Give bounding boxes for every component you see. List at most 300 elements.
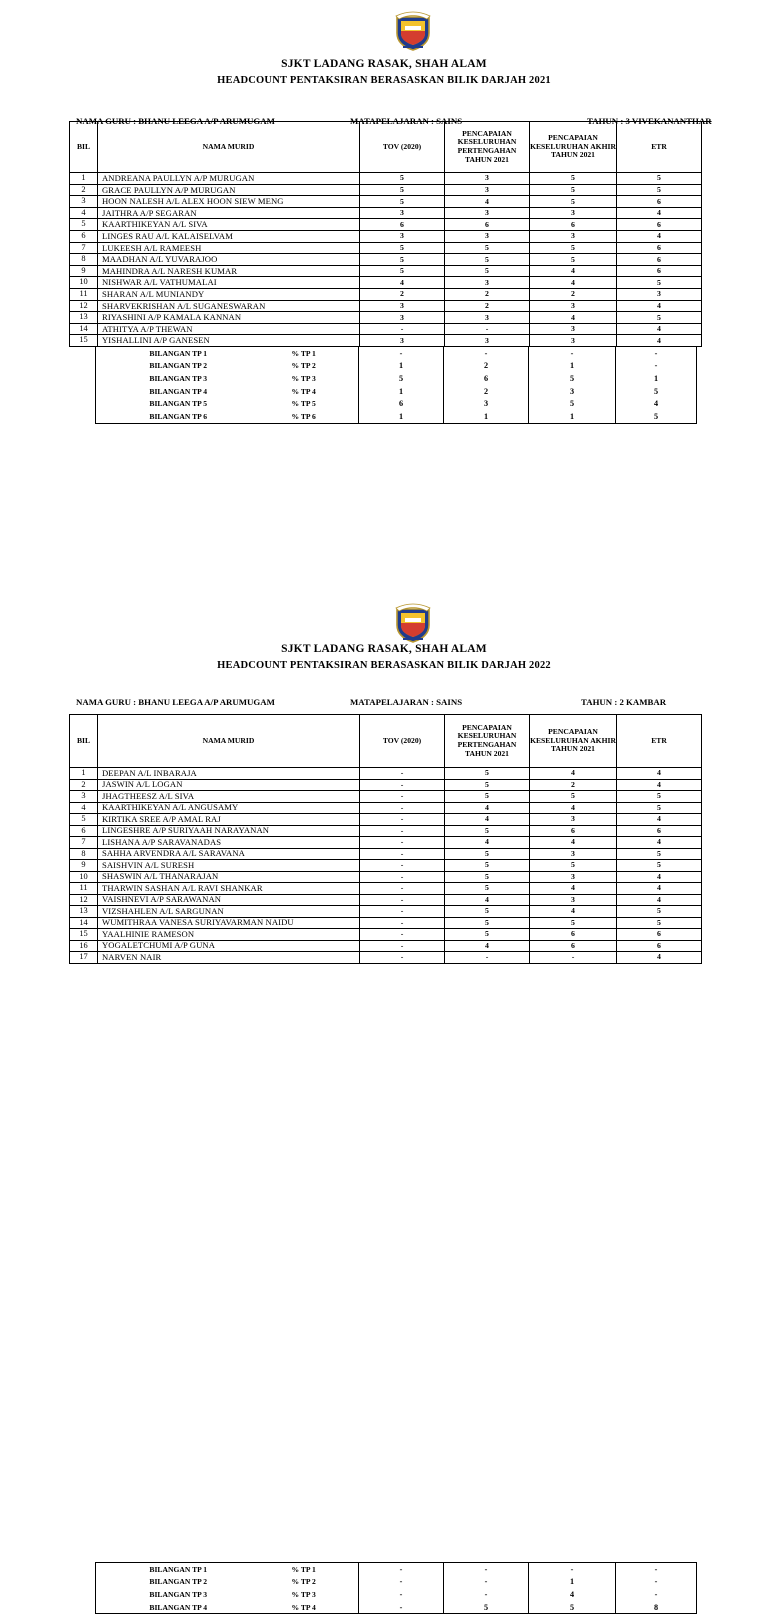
student-name-cell: SHARAN A/L MUNIANDY (98, 288, 360, 300)
tov-cell: 5 (360, 173, 445, 185)
mid-year-cell: 4 (445, 894, 530, 906)
student-name-cell: LINGESHRE A/P SURIYAAH NARAYANAN (98, 825, 360, 837)
summary-mid-year: - (444, 1563, 529, 1576)
bil-cell: 3 (70, 791, 98, 803)
etr-cell: 5 (617, 802, 702, 814)
tov-cell: - (360, 871, 445, 883)
header-etr: ETR (617, 122, 702, 173)
mid-year-cell: 2 (445, 288, 530, 300)
summary-tov: 5 (359, 372, 444, 385)
mid-year-cell: 5 (445, 791, 530, 803)
student-name-cell: LUKEESH A/L RAMEESH (98, 242, 360, 254)
bil-cell: 14 (70, 917, 98, 929)
etr-cell: 6 (617, 196, 702, 208)
summary-end-year: - (529, 347, 616, 360)
summary-tov: 6 (359, 397, 444, 410)
summary-mid-year: 2 (444, 360, 529, 373)
mid-year-cell: 5 (445, 779, 530, 791)
etr-cell: 5 (617, 860, 702, 872)
student-name-cell: KIRTIKA SREE A/P AMAL RAJ (98, 814, 360, 826)
summary-etr: 1 (616, 372, 697, 385)
summary-etr: - (616, 347, 697, 360)
bil-cell: 5 (70, 219, 98, 231)
end-year-cell: 3 (530, 335, 617, 347)
end-year-cell: 4 (530, 883, 617, 895)
student-row (70, 814, 702, 826)
summary-mid-year: - (444, 347, 529, 360)
student-row (70, 825, 702, 837)
etr-cell: 6 (617, 219, 702, 231)
end-year-cell: 4 (530, 906, 617, 918)
class-year-label: TAHUN : 3 VIVEKANANTHAR (587, 116, 712, 126)
summary-row (96, 347, 697, 360)
student-row (70, 768, 702, 780)
student-row (70, 254, 702, 266)
summary-tov: 1 (359, 410, 444, 423)
etr-cell: 4 (617, 230, 702, 242)
header-nama-murid: NAMA MURID (98, 122, 360, 173)
bil-cell: 6 (70, 230, 98, 242)
tov-cell: 5 (360, 265, 445, 277)
tov-cell: 6 (360, 219, 445, 231)
mid-year-cell: 3 (445, 230, 530, 242)
mid-year-cell: 3 (445, 184, 530, 196)
etr-cell: 5 (617, 184, 702, 196)
summary-row (96, 372, 697, 385)
summary-etr: 4 (616, 397, 697, 410)
summary-tov: 1 (359, 360, 444, 373)
student-row (70, 207, 702, 219)
summary-end-year: 5 (529, 1601, 616, 1614)
end-year-cell: 3 (530, 894, 617, 906)
mid-year-cell: 5 (445, 906, 530, 918)
mid-year-cell: 4 (445, 837, 530, 849)
header-bil: BIL (70, 715, 98, 768)
student-name-cell: SHASWIN A/L THANARAJAN (98, 871, 360, 883)
bil-cell: 17 (70, 952, 98, 964)
end-year-cell: 3 (530, 230, 617, 242)
end-year-cell: 6 (530, 940, 617, 952)
tov-cell: - (360, 894, 445, 906)
etr-cell: 4 (617, 883, 702, 895)
end-year-cell: 4 (530, 277, 617, 289)
end-year-cell: 4 (530, 265, 617, 277)
school-crest-logo (394, 9, 432, 51)
summary-end-year: 1 (529, 1576, 616, 1589)
summary-etr: - (616, 1563, 697, 1576)
header-tov: TOV (2020) (360, 122, 445, 173)
summary-tov: - (359, 1601, 444, 1614)
student-name-cell: MAHINDRA A/L NARESH KUMAR (98, 265, 360, 277)
summary-mid-year: 1 (444, 410, 529, 423)
header-pertengahan: PENCAPAIAN KESELURUHAN PERTENGAHAN TAHUN 2021 (445, 122, 530, 173)
student-table (69, 121, 702, 347)
header-nama-murid: NAMA MURID (98, 715, 360, 768)
tov-cell: 3 (360, 312, 445, 324)
end-year-cell: 5 (530, 196, 617, 208)
tov-cell: - (360, 952, 445, 964)
teacher-name: NAMA GURU : BHANU LEEGA A/P ARUMUGAM (76, 116, 275, 126)
student-name-cell: YAALHINIE RAMESON (98, 929, 360, 941)
bil-cell: 4 (70, 802, 98, 814)
summary-percent-label: % TP 1 (261, 347, 359, 360)
student-name-cell: JHAGTHEESZ A/L SIVA (98, 791, 360, 803)
bil-cell: 15 (70, 335, 98, 347)
bil-cell: 14 (70, 323, 98, 335)
student-row (70, 173, 702, 185)
teacher-name: NAMA GURU : BHANU LEEGA A/P ARUMUGAM (76, 697, 275, 707)
summary-tov: - (359, 1588, 444, 1601)
etr-cell: 4 (617, 837, 702, 849)
student-row (70, 196, 702, 208)
end-year-cell: 3 (530, 207, 617, 219)
mid-year-cell: 3 (445, 173, 530, 185)
student-row (70, 265, 702, 277)
class-year-label: TAHUN : 2 KAMBAR (581, 697, 667, 707)
report-title: HEADCOUNT PENTAKSIRAN BERASASKAN BILIK DARJAH 2021 (217, 75, 551, 86)
bil-cell: 11 (70, 288, 98, 300)
tov-cell: - (360, 802, 445, 814)
summary-percent-label: % TP 4 (261, 1601, 359, 1614)
mid-year-cell: 5 (445, 242, 530, 254)
summary-tov: - (359, 1576, 444, 1589)
summary-row (96, 360, 697, 373)
end-year-cell: 5 (530, 254, 617, 266)
summary-row (96, 410, 697, 423)
etr-cell: 6 (617, 254, 702, 266)
student-name-cell: SAHHA ARVENDRA A/L SARAVANA (98, 848, 360, 860)
student-name-cell: GRACE PAULLYN A/P MURUGAN (98, 184, 360, 196)
tov-cell: - (360, 779, 445, 791)
tov-cell: - (360, 906, 445, 918)
mid-year-cell: 5 (445, 825, 530, 837)
student-name-cell: JASWIN A/L LOGAN (98, 779, 360, 791)
etr-cell: 4 (617, 952, 702, 964)
end-year-cell: 4 (530, 768, 617, 780)
student-row (70, 184, 702, 196)
end-year-cell: 3 (530, 848, 617, 860)
bil-cell: 10 (70, 277, 98, 289)
etr-cell: 5 (617, 791, 702, 803)
summary-table (95, 1562, 697, 1614)
bil-cell: 1 (70, 768, 98, 780)
bil-cell: 13 (70, 312, 98, 324)
end-year-cell: 3 (530, 300, 617, 312)
student-row (70, 779, 702, 791)
student-name-cell: VIZSHAHLEN A/L SARGUNAN (98, 906, 360, 918)
etr-cell: 4 (617, 335, 702, 347)
etr-cell: 5 (617, 848, 702, 860)
student-row (70, 312, 702, 324)
mid-year-cell: 5 (445, 883, 530, 895)
summary-end-year: 3 (529, 385, 616, 398)
tov-cell: - (360, 768, 445, 780)
etr-cell: 6 (617, 825, 702, 837)
end-year-cell: 4 (530, 312, 617, 324)
tov-cell: 3 (360, 335, 445, 347)
bil-cell: 8 (70, 254, 98, 266)
summary-percent-label: % TP 2 (261, 360, 359, 373)
summary-tov: - (359, 347, 444, 360)
etr-cell: 4 (617, 814, 702, 826)
summary-row (96, 1576, 697, 1589)
student-name-cell: THARWIN SASHAN A/L RAVI SHANKAR (98, 883, 360, 895)
end-year-cell: 3 (530, 323, 617, 335)
student-name-cell: NISHWAR A/L VATHUMALAI (98, 277, 360, 289)
etr-cell: 6 (617, 940, 702, 952)
end-year-cell: 6 (530, 825, 617, 837)
header-tov: TOV (2020) (360, 715, 445, 768)
tov-cell: - (360, 791, 445, 803)
etr-cell: 5 (617, 312, 702, 324)
bil-cell: 11 (70, 883, 98, 895)
student-row (70, 288, 702, 300)
tov-cell: - (360, 825, 445, 837)
summary-mid-year: - (444, 1576, 529, 1589)
tov-cell: - (360, 848, 445, 860)
student-name-cell: MAADHAN A/L YUVARAJOO (98, 254, 360, 266)
tov-cell: 5 (360, 196, 445, 208)
summary-label: BILANGAN TP 6 (96, 410, 261, 423)
etr-cell: 3 (617, 288, 702, 300)
report-title: HEADCOUNT PENTAKSIRAN BERASASKAN BILIK DARJAH 2022 (217, 660, 551, 671)
mid-year-cell: 3 (445, 335, 530, 347)
summary-tov: - (359, 1563, 444, 1576)
summary-row (96, 1563, 697, 1576)
student-row (70, 277, 702, 289)
student-row (70, 883, 702, 895)
summary-mid-year: 3 (444, 397, 529, 410)
summary-etr: 5 (616, 385, 697, 398)
tov-cell: - (360, 814, 445, 826)
etr-cell: 4 (617, 779, 702, 791)
tov-cell: 3 (360, 230, 445, 242)
tov-cell: 3 (360, 300, 445, 312)
student-name-cell: YISHALLINI A/P GANESEN (98, 335, 360, 347)
summary-mid-year: - (444, 1588, 529, 1601)
mid-year-cell: 5 (445, 265, 530, 277)
tov-cell: 3 (360, 207, 445, 219)
tov-cell: - (360, 883, 445, 895)
bil-cell: 2 (70, 184, 98, 196)
summary-etr: 8 (616, 1601, 697, 1614)
student-row (70, 242, 702, 254)
summary-end-year: 4 (529, 1588, 616, 1601)
summary-label: BILANGAN TP 4 (96, 1601, 261, 1614)
student-name-cell: WUMITHRAA VANESA SURIYAVARMAN NAIDU (98, 917, 360, 929)
school-crest-logo (394, 601, 432, 643)
etr-cell: 5 (617, 277, 702, 289)
tov-cell: 4 (360, 277, 445, 289)
school-name: SJKT LADANG RASAK, SHAH ALAM (281, 643, 487, 655)
bil-cell: 1 (70, 173, 98, 185)
summary-end-year: - (529, 1563, 616, 1576)
tov-cell: - (360, 917, 445, 929)
end-year-cell: - (530, 952, 617, 964)
etr-cell: 4 (617, 768, 702, 780)
tov-cell: 5 (360, 254, 445, 266)
summary-label: BILANGAN TP 3 (96, 1588, 261, 1601)
summary-label: BILANGAN TP 3 (96, 372, 261, 385)
student-row (70, 906, 702, 918)
bil-cell: 8 (70, 848, 98, 860)
summary-label: BILANGAN TP 1 (96, 1563, 261, 1576)
bil-cell: 15 (70, 929, 98, 941)
summary-percent-label: % TP 6 (261, 410, 359, 423)
summary-table (95, 346, 697, 424)
school-name: SJKT LADANG RASAK, SHAH ALAM (281, 58, 487, 70)
summary-row (96, 397, 697, 410)
mid-year-cell: 3 (445, 312, 530, 324)
etr-cell: 6 (617, 242, 702, 254)
summary-percent-label: % TP 3 (261, 1588, 359, 1601)
mid-year-cell: 3 (445, 277, 530, 289)
mid-year-cell: 5 (445, 848, 530, 860)
bil-cell: 2 (70, 779, 98, 791)
student-row (70, 802, 702, 814)
etr-cell: 5 (617, 906, 702, 918)
header-akhir: PENCAPAIAN KESELURUHAN AKHIR TAHUN 2021 (530, 122, 617, 173)
student-row (70, 791, 702, 803)
bil-cell: 3 (70, 196, 98, 208)
end-year-cell: 5 (530, 791, 617, 803)
student-row (70, 323, 702, 335)
etr-cell: 5 (617, 173, 702, 185)
student-name-cell: LISHANA A/P SARAVANADAS (98, 837, 360, 849)
header-etr: ETR (617, 715, 702, 768)
student-name-cell: VAISHNEVI A/P SARAWANAN (98, 894, 360, 906)
summary-row (96, 385, 697, 398)
end-year-cell: 5 (530, 242, 617, 254)
summary-etr: - (616, 1588, 697, 1601)
student-name-cell: SHARVEKRISHAN A/L SUGANESWARAN (98, 300, 360, 312)
end-year-cell: 5 (530, 860, 617, 872)
summary-tov: 1 (359, 385, 444, 398)
mid-year-cell: 5 (445, 929, 530, 941)
mid-year-cell: 5 (445, 860, 530, 872)
summary-end-year: 1 (529, 410, 616, 423)
summary-row (96, 1601, 697, 1614)
etr-cell: 4 (617, 894, 702, 906)
mid-year-cell: 5 (445, 254, 530, 266)
student-name-cell: ATHITYA A/P THEWAN (98, 323, 360, 335)
end-year-cell: 2 (530, 779, 617, 791)
etr-cell: 4 (617, 871, 702, 883)
summary-label: BILANGAN TP 2 (96, 360, 261, 373)
etr-cell: 4 (617, 207, 702, 219)
mid-year-cell: 2 (445, 300, 530, 312)
header-pertengahan: PENCAPAIAN KESELURUHAN PERTENGAHAN TAHUN 2021 (445, 715, 530, 768)
bil-cell: 5 (70, 814, 98, 826)
mid-year-cell: - (445, 323, 530, 335)
summary-label: BILANGAN TP 2 (96, 1576, 261, 1589)
summary-percent-label: % TP 4 (261, 385, 359, 398)
header-akhir: PENCAPAIAN KESELURUHAN AKHIR TAHUN 2021 (530, 715, 617, 768)
summary-end-year: 1 (529, 360, 616, 373)
bil-cell: 7 (70, 242, 98, 254)
student-row (70, 871, 702, 883)
student-name-cell: SAISHVIN A/L SURESH (98, 860, 360, 872)
summary-etr: - (616, 1576, 697, 1589)
summary-label: BILANGAN TP 5 (96, 397, 261, 410)
end-year-cell: 6 (530, 219, 617, 231)
bil-cell: 12 (70, 894, 98, 906)
subject-label: MATAPELAJARAN : SAINS (350, 697, 463, 707)
summary-etr: - (616, 360, 697, 373)
tov-cell: - (360, 837, 445, 849)
mid-year-cell: 4 (445, 814, 530, 826)
mid-year-cell: 5 (445, 917, 530, 929)
mid-year-cell: 3 (445, 207, 530, 219)
student-row (70, 894, 702, 906)
bil-cell: 10 (70, 871, 98, 883)
mid-year-cell: 4 (445, 802, 530, 814)
bil-cell: 9 (70, 265, 98, 277)
student-row (70, 929, 702, 941)
tov-cell: - (360, 323, 445, 335)
tov-cell: - (360, 929, 445, 941)
etr-cell: 4 (617, 323, 702, 335)
student-name-cell: KAARTHIKEYAN A/L SIVA (98, 219, 360, 231)
summary-mid-year: 2 (444, 385, 529, 398)
tov-cell: - (360, 940, 445, 952)
report-2021 (0, 0, 768, 450)
summary-end-year: 5 (529, 372, 616, 385)
summary-percent-label: % TP 1 (261, 1563, 359, 1576)
summary-mid-year: 6 (444, 372, 529, 385)
bil-cell: 12 (70, 300, 98, 312)
student-name-cell: DEEPAN A/L INBARAJA (98, 768, 360, 780)
end-year-cell: 4 (530, 802, 617, 814)
tov-cell: 5 (360, 184, 445, 196)
student-row (70, 837, 702, 849)
student-name-cell: YOGALETCHUMI A/P GUNA (98, 940, 360, 952)
summary-percent-label: % TP 5 (261, 397, 359, 410)
end-year-cell: 5 (530, 917, 617, 929)
student-name-cell: ANDREANA PAULLYN A/P MURUGAN (98, 173, 360, 185)
mid-year-cell: 5 (445, 768, 530, 780)
student-row (70, 230, 702, 242)
summary-mid-year: 5 (444, 1601, 529, 1614)
student-table (69, 714, 702, 964)
student-row (70, 300, 702, 312)
etr-cell: 6 (617, 929, 702, 941)
mid-year-cell: 4 (445, 196, 530, 208)
end-year-cell: 5 (530, 184, 617, 196)
bil-cell: 7 (70, 837, 98, 849)
etr-cell: 5 (617, 917, 702, 929)
student-name-cell: RIYASHINI A/P KAMALA KANNAN (98, 312, 360, 324)
summary-row (96, 1588, 697, 1601)
student-name-cell: HOON NALESH A/L ALEX HOON SIEW MENG (98, 196, 360, 208)
etr-cell: 6 (617, 265, 702, 277)
student-row (70, 860, 702, 872)
mid-year-cell: 5 (445, 871, 530, 883)
end-year-cell: 2 (530, 288, 617, 300)
tov-cell: 2 (360, 288, 445, 300)
tov-cell: - (360, 860, 445, 872)
summary-end-year: 5 (529, 397, 616, 410)
student-row (70, 219, 702, 231)
tov-cell: 5 (360, 242, 445, 254)
student-row (70, 848, 702, 860)
end-year-cell: 6 (530, 929, 617, 941)
mid-year-cell: 6 (445, 219, 530, 231)
subject-label: MATAPELAJARAN : SAINS (350, 116, 463, 126)
end-year-cell: 4 (530, 837, 617, 849)
summary-percent-label: % TP 3 (261, 372, 359, 385)
summary-label: BILANGAN TP 4 (96, 385, 261, 398)
